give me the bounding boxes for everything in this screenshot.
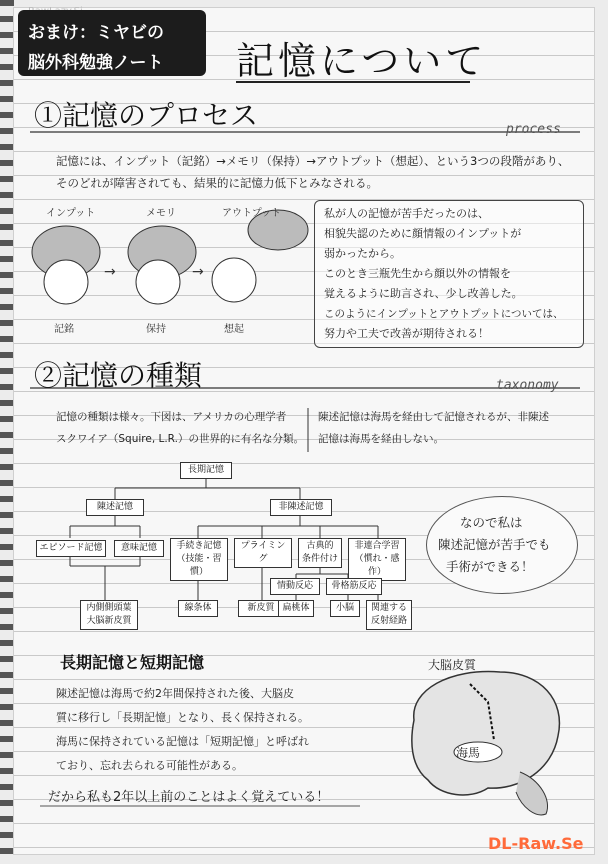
label-encoding: 記銘 — [54, 324, 74, 335]
section1-text-line1: 記憶には、インプット（記銘）→メモリ（保持）→アウトプット（想起）、という3つの段階があり、 — [56, 154, 570, 168]
node-nonassociative: 非連合学習 （慣れ・感作） — [348, 538, 406, 581]
longshort-line: 質に移行し「長期記憶」となり、長く保持される。 — [56, 711, 309, 724]
node-neocortex: 新皮質 — [238, 600, 284, 617]
brain-cortex-label: 大脳皮質 — [428, 658, 477, 672]
node-mtl: 内側側頭葉 大脳新皮質 — [80, 600, 138, 630]
node-procedural: 手続き記憶 （技能・習慣） — [170, 538, 228, 581]
node-declarative: 陳述記憶 — [86, 499, 144, 516]
section1-text-line2: そのどれが障害されても、結果的に記憶力低下とみなされる。 — [56, 176, 378, 190]
bubble-line: 手術ができる！ — [446, 559, 534, 574]
note-line: 弱かったから。 — [324, 247, 401, 260]
label-retrieval: 想起 — [224, 324, 244, 335]
note-line: このとき三瓶先生から顔以外の情報を — [324, 267, 511, 280]
node-emotional: 情動反応 — [270, 578, 320, 595]
label-input: インプット — [46, 208, 96, 219]
bubble-text — [438, 512, 551, 578]
header-line2: 脳外科勉強ノート — [28, 53, 164, 73]
section1-title: ①記憶のプロセス — [34, 99, 259, 132]
header-line1: おまけ：ミヤビの — [28, 23, 164, 43]
longshort-text — [56, 682, 336, 778]
node-episodic: エピソード記憶 — [36, 540, 106, 557]
node-striatum: 線条体 — [178, 600, 218, 617]
label-output: アウトプット — [222, 208, 281, 219]
note-text — [324, 204, 580, 344]
longshort-title: 長期記憶と短期記憶 — [60, 653, 205, 672]
section2-left-line2: スクワイア（Squire, L.R.）の世界的に有名な分類。 — [56, 433, 304, 445]
section2-left-text — [56, 406, 306, 450]
node-nondeclarative: 非陳述記憶 — [270, 499, 332, 516]
bottom-text: だから私も2年以上前のことはよく覚えている！ — [48, 790, 330, 805]
bubble-line: 陳述記憶が苦手でも — [438, 537, 551, 552]
note-line: 覚えるように助言され、少し改善した。 — [324, 287, 523, 300]
node-priming: プライミング — [234, 538, 292, 568]
node-cerebellum: 小脳 — [330, 600, 360, 617]
section1-text — [56, 150, 576, 194]
section2-title: ②記憶の種類 — [34, 359, 203, 392]
label-memory: メモリ — [146, 208, 176, 219]
section2-right-line1: 陳述記憶は海馬を経由して記憶されるが、非陳述 — [318, 411, 549, 423]
section2-right-line2: 記憶は海馬を経由しない。 — [318, 433, 444, 445]
node-long-term: 長期記憶 — [180, 462, 232, 479]
node-classical: 古典的 条件付け — [298, 538, 342, 568]
node-skeletal: 骨格筋反応 — [326, 578, 382, 595]
bubble-line: なので私は — [460, 515, 523, 530]
svg-text:→: → — [104, 264, 116, 280]
watermark-bottom: DL-Raw.Se — [488, 834, 584, 853]
longshort-line: 海馬に保持されている記憶は「短期記憶」と呼ばれ — [56, 735, 309, 748]
page-title: 記憶について — [236, 39, 488, 83]
brain-hippocampus-label: 海馬 — [456, 746, 481, 760]
longshort-line: 陳述記憶は海馬で約2年間保持された後、大脳皮 — [56, 687, 294, 700]
note-line: 努力や工夫で改善が期待される！ — [324, 327, 489, 340]
note-line: 相貌失認のために顔情報のインプットが — [324, 227, 522, 240]
section2-right-text — [318, 406, 588, 450]
svg-text:→: → — [192, 264, 204, 280]
section2-en-label: taxonomy — [496, 378, 559, 393]
node-reflex: 関連する 反射経路 — [366, 600, 412, 630]
node-amygdala: 扁桃体 — [278, 600, 314, 617]
note-line: このようにインプットとアウトプットについては、 — [324, 308, 564, 320]
node-semantic: 意味記憶 — [114, 540, 164, 557]
note-line: 私が人の記憶が苦手だったのは、 — [324, 207, 489, 220]
section2-left-line1: 記憶の種類は様々。下図は、アメリカの心理学者 — [56, 411, 287, 423]
section1-en-label: process — [506, 122, 561, 137]
longshort-line: ており、忘れ去られる可能性がある。 — [56, 759, 243, 772]
label-storage: 保持 — [146, 324, 166, 335]
